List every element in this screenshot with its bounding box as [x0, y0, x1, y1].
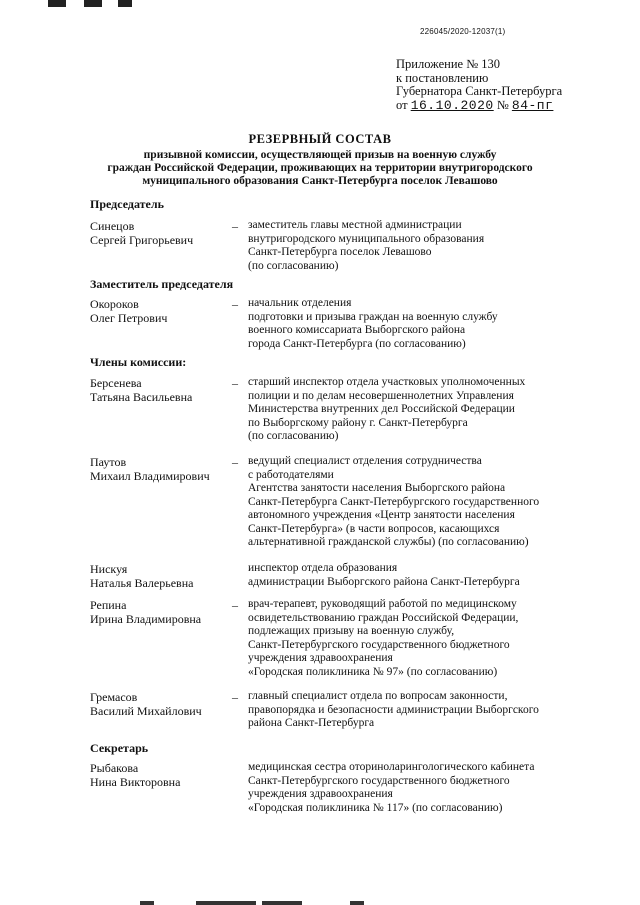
position-line: ведущий специалист отделения сотрудничества	[248, 455, 482, 467]
subtitle-line: призывной комиссии, осуществляющей призыв на военную службу	[143, 149, 497, 161]
appendix-line: Приложение № 130	[396, 57, 501, 71]
document-subtitle	[70, 149, 570, 188]
surname: Нискуя	[90, 562, 128, 576]
document-number: 226045/2020-12037(1)	[420, 27, 506, 36]
dash: –	[232, 690, 238, 704]
given-names: Михаил Владимирович	[90, 469, 210, 483]
position-line: медицинская сестра оториноларингологического кабинета	[248, 761, 535, 773]
member-name	[90, 376, 192, 404]
appendix-block	[396, 58, 562, 112]
document-title: РЕЗЕРВНЫЙ СОСТАВ	[248, 132, 392, 146]
section-secretary: Секретарь	[90, 741, 149, 755]
position-line: альтернативной гражданской службы) (по согласованию)	[248, 536, 529, 548]
position-line: полиции и по делам несовершеннолетних Управления	[248, 389, 514, 402]
date-line	[396, 99, 562, 113]
member-position	[248, 598, 588, 679]
member-position	[248, 219, 588, 273]
subtitle-line: граждан Российской Федерации, проживающих на территории внутригородского	[107, 162, 533, 174]
position-line: Агентства занятости населения Выборгского района	[248, 482, 506, 494]
position-line: автономного учреждения «Центр занятости населения	[248, 509, 515, 521]
number-value: 84-пг	[511, 97, 554, 113]
scan-artifact-top	[84, 0, 102, 7]
position-line: Санкт-Петербургского государственного бюджетного	[248, 638, 510, 651]
position-line: инспектор отдела образования	[248, 562, 398, 574]
scan-artifact-bottom	[350, 901, 364, 905]
position-line: главный специалист отдела по вопросам законности,	[248, 690, 508, 702]
position-line: администрации Выборгского района Санкт-Петербурга	[248, 575, 520, 588]
position-line: заместитель главы местной администрации	[248, 219, 462, 231]
date-prefix: от	[396, 97, 408, 112]
position-line: «Городская поликлиника № 97» (по согласованию)	[248, 665, 498, 678]
appendix-line: к постановлению	[396, 70, 489, 85]
given-names: Олег Петрович	[90, 311, 168, 325]
position-line: подлежащих призыву на военную службу,	[248, 625, 455, 637]
position-line: с работодателями	[248, 468, 334, 481]
member-position	[248, 690, 588, 731]
dash: –	[232, 297, 238, 311]
position-line: внутригородского муниципального образования	[248, 232, 485, 245]
position-line: учреждения здравоохранения	[248, 652, 393, 664]
position-line: Санкт-Петербурга» (в части вопросов, касающихся	[248, 522, 500, 535]
dash: –	[232, 376, 238, 390]
scan-artifact-top	[48, 0, 66, 7]
position-line: правопорядка и безопасности администрации Выборгского	[248, 703, 539, 716]
date-value: 16.10.2020	[410, 97, 494, 113]
position-line: освидетельствованию граждан Российской Федерации,	[248, 611, 519, 624]
given-names: Сергей Григорьевич	[90, 233, 194, 247]
member-name	[90, 219, 193, 247]
position-line: Санкт-Петербурга поселок Левашово	[248, 246, 432, 258]
position-line: (по согласованию)	[248, 430, 339, 442]
appendix-line: Губернатора Санкт-Петербурга	[396, 84, 563, 98]
position-line: старший инспектор отдела участковых уполномоченных	[248, 376, 526, 388]
scan-artifact-bottom	[140, 901, 154, 905]
member-name	[90, 690, 202, 718]
position-line: Санкт-Петербургского государственного бюджетного	[248, 774, 510, 787]
member-position	[248, 562, 588, 589]
given-names: Татьяна Васильевна	[90, 390, 193, 404]
dash: –	[232, 455, 238, 469]
position-line: района Санкт-Петербурга	[248, 717, 375, 729]
member-position	[248, 297, 588, 351]
position-line: Министерства внутренних дел Российской Федерации	[248, 403, 515, 415]
surname: Гремасов	[90, 690, 138, 704]
surname: Синецов	[90, 219, 135, 233]
member-position	[248, 455, 588, 550]
position-line: (по согласованию)	[248, 259, 339, 272]
member-name	[90, 598, 201, 626]
subtitle-line: муниципального образования Санкт-Петербурга поселок Левашово	[142, 175, 498, 187]
position-line: врач-терапевт, руководящий работой по медицинскому	[248, 598, 517, 610]
given-names: Наталья Валерьевна	[90, 576, 194, 590]
member-name	[90, 297, 167, 325]
surname: Берсенева	[90, 376, 142, 390]
dash: –	[232, 219, 238, 233]
position-line: военного комиссариата Выборгского района	[248, 324, 466, 336]
dash: –	[232, 598, 238, 612]
position-line: Санкт-Петербурга Санкт-Петербургского государственного	[248, 495, 540, 508]
position-line: подготовки и призыва граждан на военную службу	[248, 310, 498, 323]
position-line: «Городская поликлиника № 117» (по согласованию)	[248, 801, 503, 814]
section-chairman: Председатель	[90, 197, 164, 211]
member-name	[90, 562, 193, 590]
surname: Репина	[90, 598, 127, 612]
member-position	[248, 376, 588, 444]
scan-artifact-top	[118, 0, 132, 7]
given-names: Нина Викторовна	[90, 775, 181, 789]
section-members: Члены комиссии:	[90, 355, 187, 369]
surname: Паутов	[90, 455, 127, 469]
position-line: начальник отделения	[248, 297, 352, 309]
surname: Рыбакова	[90, 761, 139, 775]
surname: Окороков	[90, 297, 139, 311]
scan-artifact-bottom	[196, 901, 256, 905]
position-line: города Санкт-Петербурга (по согласованию)	[248, 337, 466, 350]
member-name	[90, 455, 210, 483]
member-name	[90, 761, 180, 789]
position-line: учреждения здравоохранения	[248, 788, 393, 800]
scan-artifact-bottom	[262, 901, 302, 905]
position-line: по Выборгскому району г. Санкт-Петербурга	[248, 416, 468, 429]
section-deputy: Заместитель председателя	[90, 277, 234, 291]
member-position	[248, 761, 588, 815]
number-prefix: №	[496, 97, 509, 112]
given-names: Ирина Владимировна	[90, 612, 202, 626]
given-names: Василий Михайлович	[90, 704, 202, 718]
